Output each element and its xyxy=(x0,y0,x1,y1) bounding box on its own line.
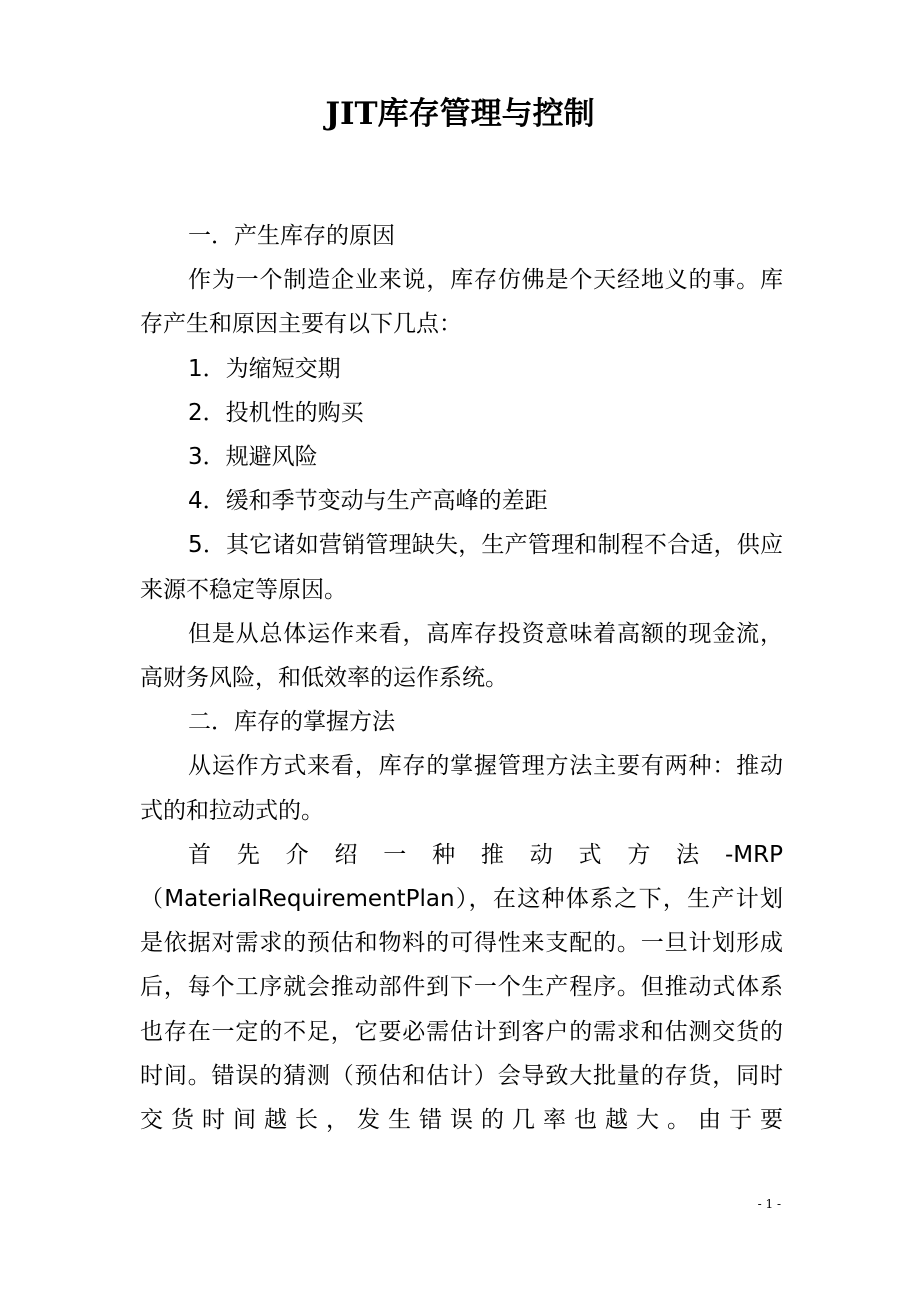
page-number: - 1 - xyxy=(757,1197,781,1211)
list-item-5: 5．其它诸如营销管理缺失，生产管理和制程不合适，供应来源不稳定等原因。 xyxy=(140,532,783,603)
document-body xyxy=(140,214,783,1142)
list-item-2: 2．投机性的购买 xyxy=(188,399,364,426)
list-item-1: 1．为缩短交期 xyxy=(188,355,341,382)
paragraph: 首先介绍一种推动式方法-MRP（MaterialRequirementPlan），在这种体系之下，生产计划是依据对需求的预估和物料的可得性来支配的。一旦计划形成后，每个工序就会推动部件到下一个生产程序。但推动式体系也存在一定的不足，它要必需估计到客户的需求和估测交货的时间。错误的猜测（预估和估计）会导致大批量的存货，同时交货时间越长，发生错误的几率也越大。由于要 xyxy=(140,841,783,1134)
paragraph: 作为一个制造企业来说，库存仿佛是个天经地义的事。库存产生和原因主要有以下几点： xyxy=(140,267,783,338)
document-title: JIT库存管理与控制 xyxy=(325,96,595,132)
list-item-3: 3．规避风险 xyxy=(188,444,318,471)
section-heading-2: 二．库存的掌握方法 xyxy=(188,709,395,736)
paragraph: 但是从总体运作来看，高库存投资意味着高额的现金流，高财务风险，和低效率的运作系统。 xyxy=(140,620,783,692)
section-heading-1: 一．产生库存的原因 xyxy=(188,223,395,249)
list-item-4: 4．缓和季节变动与生产高峰的差距 xyxy=(188,488,548,515)
paragraph: 从运作方式来看，库存的掌握管理方法主要有两种：推动式的和拉动式的。 xyxy=(140,753,783,824)
